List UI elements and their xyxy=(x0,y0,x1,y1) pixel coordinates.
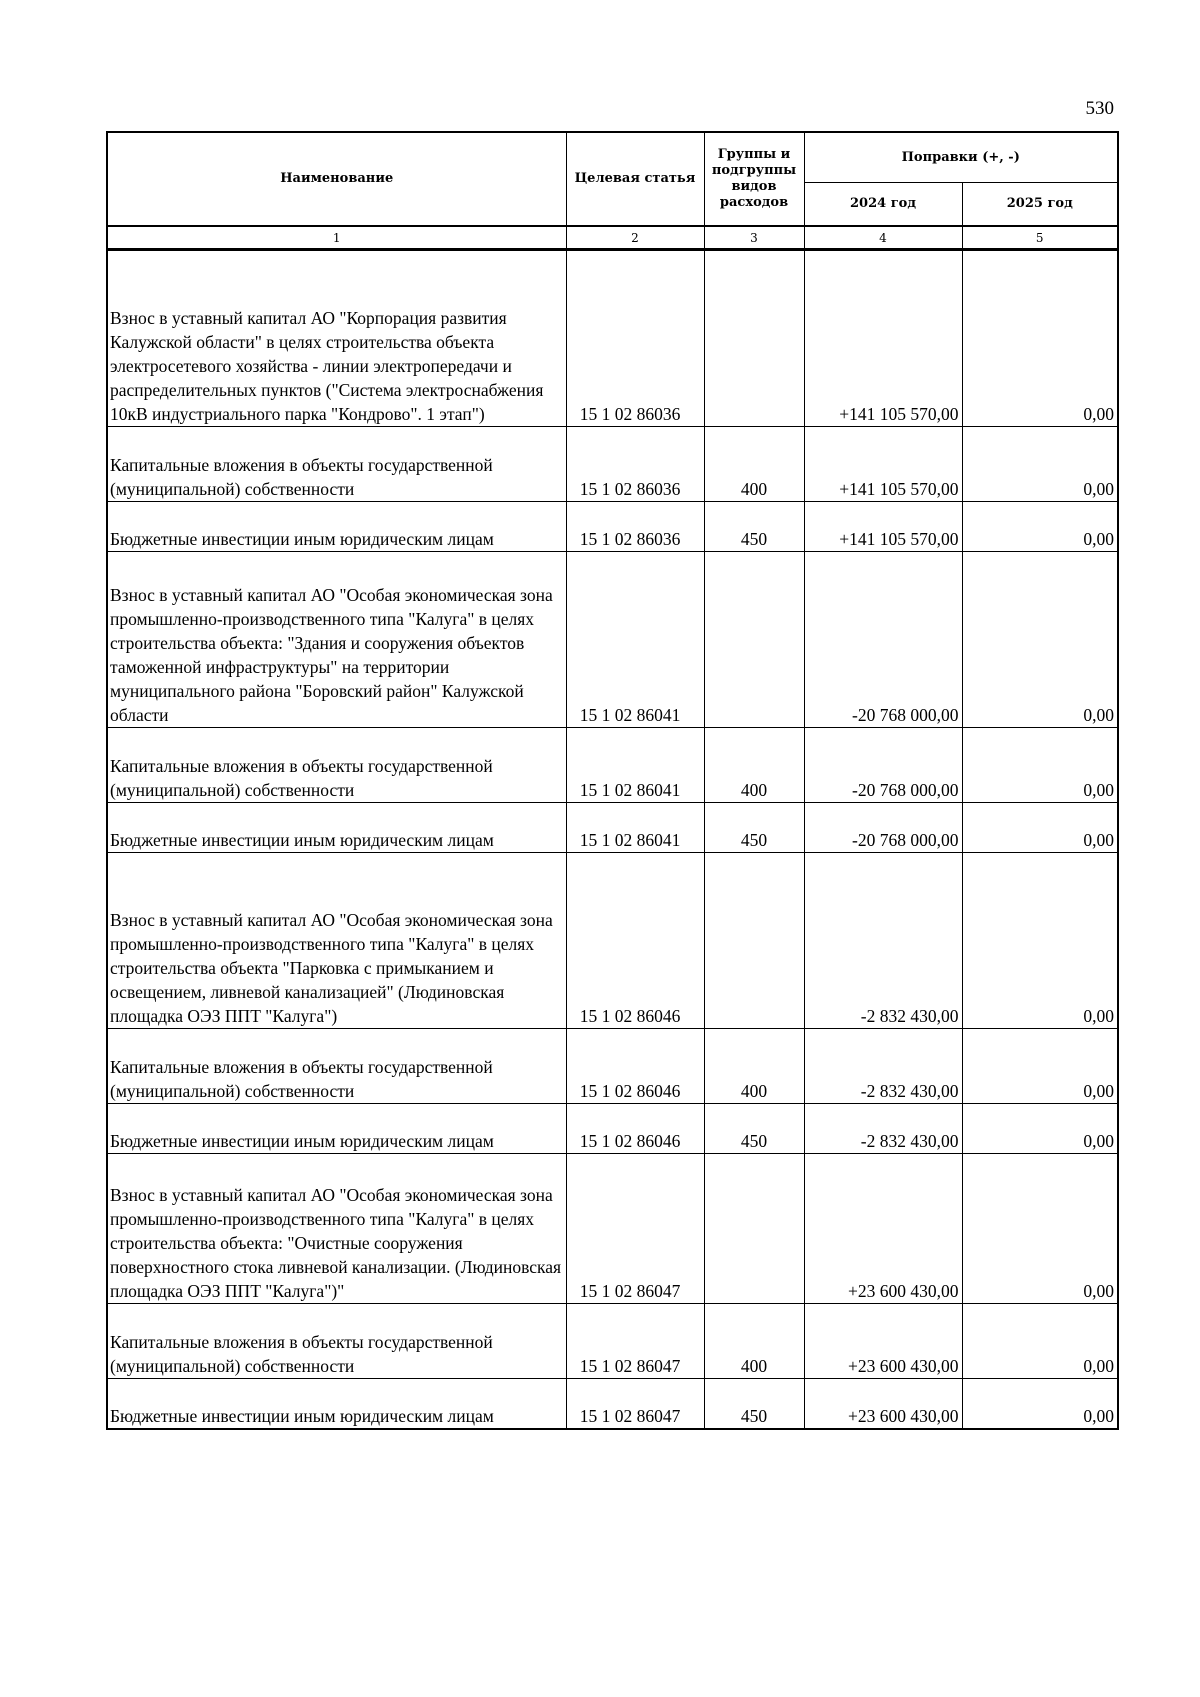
column-index-1: 1 xyxy=(107,226,566,250)
row-name: Капитальные вложения в объекты государственной (муниципальной) собственности xyxy=(107,427,566,502)
row-expense-group: 400 xyxy=(704,728,804,803)
row-amount-2024: +23 600 430,00 xyxy=(804,1304,962,1379)
column-index-5: 5 xyxy=(962,226,1118,250)
row-amount-2025: 0,00 xyxy=(962,803,1118,853)
header-expense-groups: Группы и подгруппы видов расходов xyxy=(704,132,804,226)
row-target-article: 15 1 02 86041 xyxy=(566,803,704,853)
row-expense-group: 450 xyxy=(704,1379,804,1429)
row-amount-2025: 0,00 xyxy=(962,1029,1118,1104)
row-name: Бюджетные инвестиции иным юридическим лицам xyxy=(107,803,566,853)
table-row xyxy=(107,853,1118,1029)
header-target-article: Целевая статья xyxy=(566,132,704,226)
row-expense-group xyxy=(704,1154,804,1304)
row-amount-2025: 0,00 xyxy=(962,427,1118,502)
row-amount-2024: +141 105 570,00 xyxy=(804,502,962,552)
row-amount-2025: 0,00 xyxy=(962,853,1118,1029)
row-target-article: 15 1 02 86046 xyxy=(566,1029,704,1104)
table-row xyxy=(107,1154,1118,1304)
row-target-article: 15 1 02 86041 xyxy=(566,728,704,803)
row-expense-group xyxy=(704,250,804,427)
row-name: Бюджетные инвестиции иным юридическим лицам xyxy=(107,1379,566,1429)
column-index-3: 3 xyxy=(704,226,804,250)
row-target-article: 15 1 02 86036 xyxy=(566,502,704,552)
budget-amendments-table xyxy=(106,131,1119,1430)
row-expense-group: 450 xyxy=(704,803,804,853)
row-target-article: 15 1 02 86047 xyxy=(566,1379,704,1429)
table-row xyxy=(107,1029,1118,1104)
row-name: Бюджетные инвестиции иным юридическим лицам xyxy=(107,1104,566,1154)
row-amount-2025: 0,00 xyxy=(962,1154,1118,1304)
header-year-2024: 2024 год xyxy=(804,183,962,227)
row-amount-2024: -2 832 430,00 xyxy=(804,1029,962,1104)
row-target-article: 15 1 02 86036 xyxy=(566,250,704,427)
row-expense-group: 400 xyxy=(704,1304,804,1379)
row-amount-2025: 0,00 xyxy=(962,552,1118,728)
row-target-article: 15 1 02 86047 xyxy=(566,1154,704,1304)
row-amount-2024: +141 105 570,00 xyxy=(804,250,962,427)
row-target-article: 15 1 02 86047 xyxy=(566,1304,704,1379)
row-name: Взнос в уставный капитал АО "Особая экономическая зона промышленно-производственного типа "Калуга" в целях строительства объекта: "Очистные сооружения поверхностного стока ливневой канализации. (Людиновская площадка ОЭЗ ППТ "Калуга")" xyxy=(107,1154,566,1304)
row-expense-group: 450 xyxy=(704,1104,804,1154)
row-amount-2024: +23 600 430,00 xyxy=(804,1154,962,1304)
row-amount-2025: 0,00 xyxy=(962,728,1118,803)
row-amount-2025: 0,00 xyxy=(962,1379,1118,1429)
table-row xyxy=(107,552,1118,728)
row-amount-2024: -20 768 000,00 xyxy=(804,803,962,853)
header-amendments: Поправки (+, -) xyxy=(804,132,1118,183)
column-index-4: 4 xyxy=(804,226,962,250)
row-amount-2025: 0,00 xyxy=(962,1304,1118,1379)
row-amount-2024: -2 832 430,00 xyxy=(804,853,962,1029)
row-name: Капитальные вложения в объекты государственной (муниципальной) собственности xyxy=(107,728,566,803)
row-target-article: 15 1 02 86041 xyxy=(566,552,704,728)
row-expense-group: 400 xyxy=(704,427,804,502)
table-row xyxy=(107,1304,1118,1379)
row-expense-group: 450 xyxy=(704,502,804,552)
row-amount-2024: -2 832 430,00 xyxy=(804,1104,962,1154)
row-target-article: 15 1 02 86036 xyxy=(566,427,704,502)
header-year-2025: 2025 год xyxy=(962,183,1118,227)
header-name: Наименование xyxy=(107,132,566,226)
table-row xyxy=(107,427,1118,502)
row-name: Капитальные вложения в объекты государственной (муниципальной) собственности xyxy=(107,1029,566,1104)
table-row xyxy=(107,1379,1118,1429)
column-index-2: 2 xyxy=(566,226,704,250)
row-target-article: 15 1 02 86046 xyxy=(566,1104,704,1154)
row-amount-2025: 0,00 xyxy=(962,1104,1118,1154)
table-row xyxy=(107,803,1118,853)
row-name: Взнос в уставный капитал АО "Особая экономическая зона промышленно-производственного типа "Калуга" в целях строительства объекта "Парковка с примыканием и освещением, ливневой канализацией" (Людиновская площадка ОЭЗ ППТ "Калуга") xyxy=(107,853,566,1029)
page-number: 530 xyxy=(1085,98,1114,119)
row-amount-2024: -20 768 000,00 xyxy=(804,728,962,803)
table-row xyxy=(107,250,1118,427)
row-expense-group xyxy=(704,853,804,1029)
row-target-article: 15 1 02 86046 xyxy=(566,853,704,1029)
row-expense-group: 400 xyxy=(704,1029,804,1104)
row-name: Взнос в уставный капитал АО "Особая экономическая зона промышленно-производственного типа "Калуга" в целях строительства объекта: "Здания и сооружения объектов таможенной инфраструктуры" на территории муниципального района "Боровский район" Калужской области xyxy=(107,552,566,728)
row-expense-group xyxy=(704,552,804,728)
row-amount-2024: -20 768 000,00 xyxy=(804,552,962,728)
row-name: Капитальные вложения в объекты государственной (муниципальной) собственности xyxy=(107,1304,566,1379)
table-row xyxy=(107,1104,1118,1154)
row-amount-2024: +23 600 430,00 xyxy=(804,1379,962,1429)
row-amount-2024: +141 105 570,00 xyxy=(804,427,962,502)
row-name: Бюджетные инвестиции иным юридическим лицам xyxy=(107,502,566,552)
row-amount-2025: 0,00 xyxy=(962,250,1118,427)
table-row xyxy=(107,502,1118,552)
row-name: Взнос в уставный капитал АО "Корпорация развития Калужской области" в целях строительства объекта электросетевого хозяйства - линии электропередачи и распределительных пунктов ("Система электроснабжения 10кВ индустриального парка "Кондрово". 1 этап") xyxy=(107,250,566,427)
table-row xyxy=(107,728,1118,803)
row-amount-2025: 0,00 xyxy=(962,502,1118,552)
